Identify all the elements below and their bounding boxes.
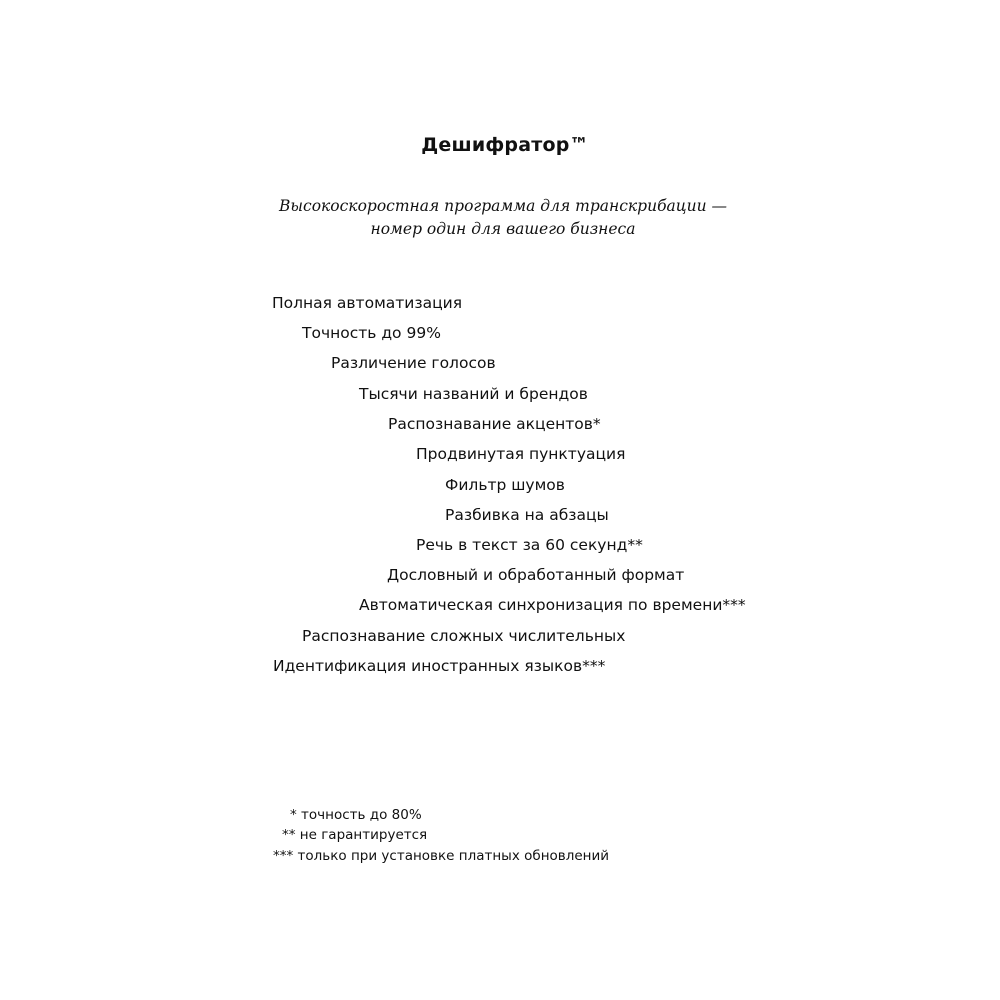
footnote: ** не гарантируется [282, 827, 428, 843]
feature-item: Фильтр шумов [445, 476, 565, 494]
feature-item: Распознавание акцентов* [388, 415, 601, 433]
feature-item: Идентификация иностранных языков*** [273, 657, 606, 675]
footnote: *** только при установке платных обновлений [273, 848, 610, 864]
feature-item: Продвинутая пунктуация [416, 445, 626, 463]
feature-item: Речь в текст за 60 секунд** [416, 536, 643, 554]
page-title: Дешифратор™ [421, 134, 589, 156]
feature-item: Различение голосов [331, 354, 496, 372]
feature-item: Точность до 99% [302, 324, 441, 342]
feature-item: Автоматическая синхронизация по времени*** [359, 596, 746, 614]
feature-item: Тысячи названий и брендов [359, 385, 588, 403]
subtitle [0, 195, 1000, 241]
footnote: * точность до 80% [290, 807, 422, 823]
subtitle-line-2: номер один для вашего бизнеса [370, 220, 636, 238]
feature-item: Дословный и обработанный формат [387, 566, 685, 584]
subtitle-line-1: Высокоскоростная программа для транскрибации — [279, 197, 727, 215]
feature-item: Полная автоматизация [272, 294, 463, 312]
feature-item: Разбивка на абзацы [445, 506, 609, 524]
feature-item: Распознавание сложных числительных [302, 627, 626, 645]
